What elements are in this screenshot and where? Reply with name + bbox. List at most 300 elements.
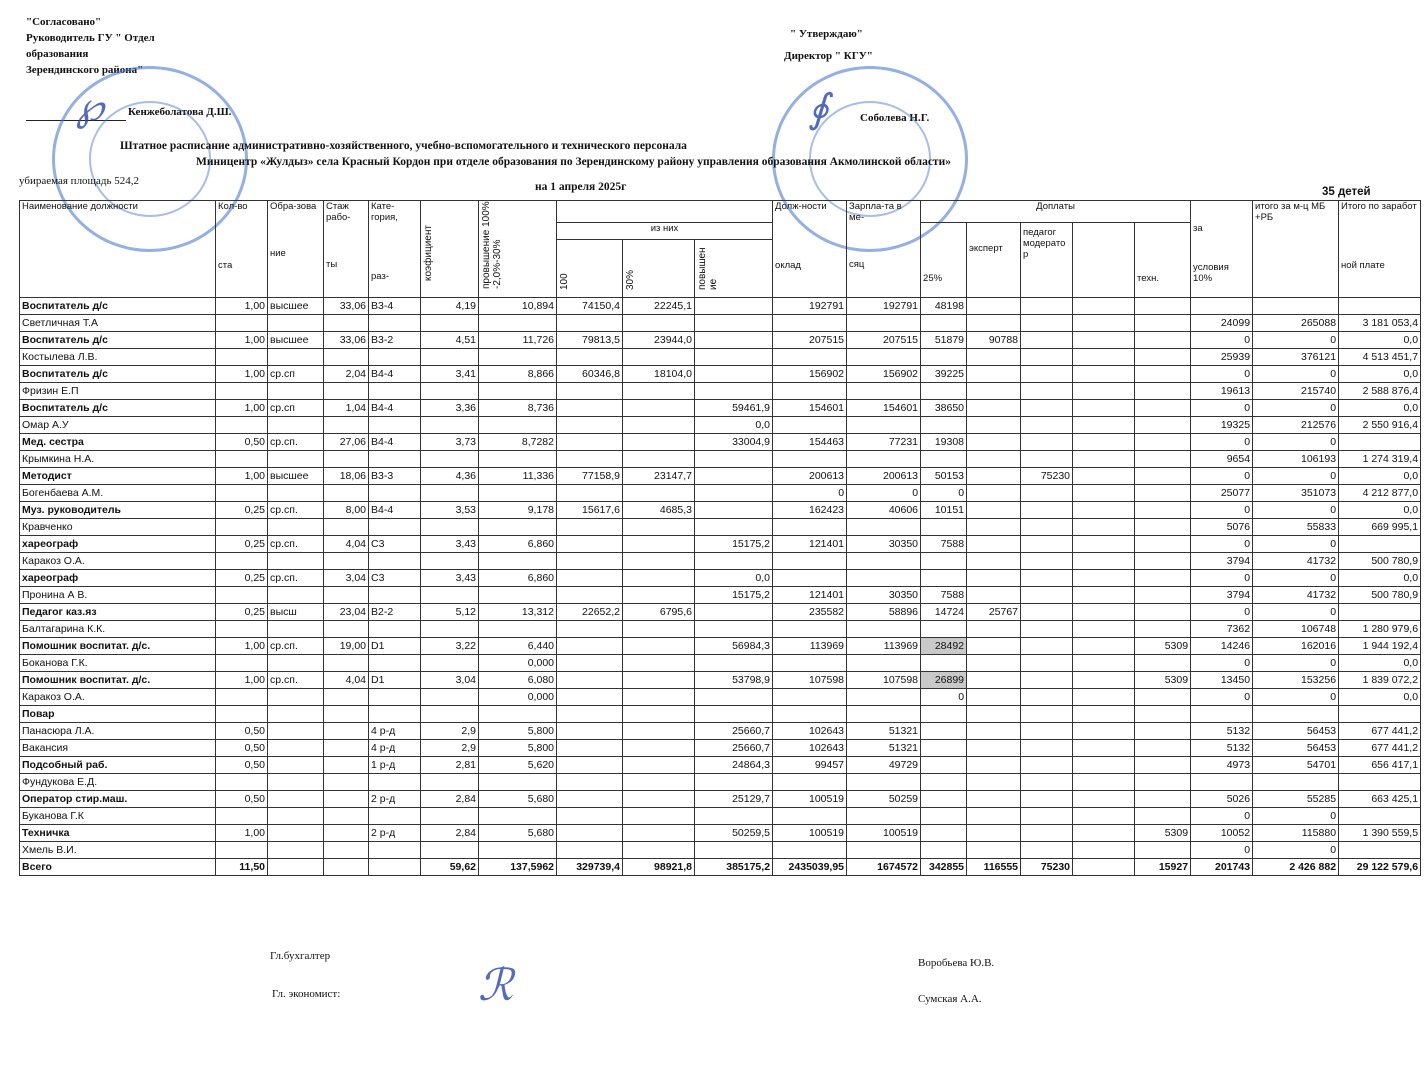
cell-exp (324, 383, 369, 400)
cell-tech (1135, 791, 1191, 808)
cell-cond: 3794 (1191, 587, 1253, 604)
cell-cond: 5132 (1191, 723, 1253, 740)
cell-wage (847, 315, 921, 332)
cell-p30 (623, 485, 695, 502)
cell-coef: 3,53 (421, 502, 479, 519)
col-raise: провышение 100% -2,0%-30% (479, 201, 557, 298)
cell-edu (268, 451, 324, 468)
cell-wage: 58896 (847, 604, 921, 621)
cell-blank (1073, 757, 1135, 774)
cell-blank (1073, 298, 1135, 315)
cell-name: Помошник воспитат. д/с. (20, 638, 216, 655)
cell-exp2 (967, 774, 1021, 791)
total-cell-edu (268, 859, 324, 876)
cell-cat: 4 р-д (369, 740, 421, 757)
cell-p30 (623, 451, 695, 468)
cell-tech (1135, 808, 1191, 825)
col-extras: Доплаты (921, 201, 1191, 223)
table-row (20, 825, 1421, 842)
cell-ty (1339, 298, 1421, 315)
col-category: Кате-гория, раз- (369, 201, 421, 298)
cell-p25: 39225 (921, 366, 967, 383)
approved-signature: ∮ (808, 86, 829, 132)
total-cell-tm: 2 426 882 (1253, 859, 1339, 876)
cell-exp2 (967, 451, 1021, 468)
cell-cnt (216, 485, 268, 502)
cell-cnt (216, 383, 268, 400)
cell-tech (1135, 315, 1191, 332)
cell-cond: 3794 (1191, 553, 1253, 570)
cell-p100 (557, 740, 623, 757)
cell-blank (1073, 502, 1135, 519)
cell-sal (773, 842, 847, 859)
cell-inc (695, 689, 773, 706)
cell-coef: 4,51 (421, 332, 479, 349)
cell-cond: 5076 (1191, 519, 1253, 536)
col-pct25: 25% (921, 223, 967, 298)
cell-sal: 121401 (773, 536, 847, 553)
cell-edu (268, 740, 324, 757)
cell-raise (479, 519, 557, 536)
cell-mod (1021, 689, 1073, 706)
cell-ty (1339, 774, 1421, 791)
cell-p25: 28492 (921, 638, 967, 655)
cell-tech: 5309 (1135, 638, 1191, 655)
table-row (20, 383, 1421, 400)
cell-exp (324, 417, 369, 434)
cell-sal (773, 689, 847, 706)
area-label: убираемая площадь 524,2 (19, 175, 140, 187)
cell-exp2 (967, 570, 1021, 587)
cell-sal: 154463 (773, 434, 847, 451)
cell-edu (268, 417, 324, 434)
cell-wage: 100519 (847, 825, 921, 842)
table-row (20, 332, 1421, 349)
cell-tm: 376121 (1253, 349, 1339, 366)
cell-tm: 0 (1253, 689, 1339, 706)
cell-mod (1021, 604, 1073, 621)
cell-coef (421, 774, 479, 791)
cell-p30: 6795,6 (623, 604, 695, 621)
cell-p25 (921, 842, 967, 859)
cell-cat: В4-4 (369, 502, 421, 519)
cell-name: Каракоз О.А. (20, 553, 216, 570)
agreed-line2: Руководитель ГУ " Отдел (26, 32, 155, 44)
cell-edu: высш (268, 604, 324, 621)
cell-wage (847, 621, 921, 638)
cell-tm (1253, 706, 1339, 723)
cell-edu (268, 587, 324, 604)
cell-cnt (216, 689, 268, 706)
cell-cond: 10052 (1191, 825, 1253, 842)
cell-coef: 3,04 (421, 672, 479, 689)
cell-edu: ср.сп. (268, 638, 324, 655)
cell-cnt: 1,00 (216, 366, 268, 383)
cell-cnt (216, 808, 268, 825)
cell-name: Пронина А В. (20, 587, 216, 604)
cell-inc: 24864,3 (695, 757, 773, 774)
accountant-label: Гл.бухгалтер (270, 950, 331, 962)
table-row (20, 842, 1421, 859)
cell-cond: 0 (1191, 808, 1253, 825)
cell-tm: 153256 (1253, 672, 1339, 689)
cell-p100 (557, 825, 623, 842)
cell-sal: 102643 (773, 723, 847, 740)
table-row (20, 434, 1421, 451)
cell-cnt: 1,00 (216, 298, 268, 315)
cell-cat: С3 (369, 536, 421, 553)
cell-cond: 24099 (1191, 315, 1253, 332)
cell-tm: 0 (1253, 655, 1339, 672)
cell-tm: 265088 (1253, 315, 1339, 332)
cell-tech (1135, 519, 1191, 536)
cell-ty: 1 390 559,5 (1339, 825, 1421, 842)
cell-p25 (921, 655, 967, 672)
cell-ty: 3 181 053,4 (1339, 315, 1421, 332)
cell-tm: 351073 (1253, 485, 1339, 502)
cell-tech: 5309 (1135, 672, 1191, 689)
table-row (20, 468, 1421, 485)
table-row (20, 808, 1421, 825)
table-row (20, 366, 1421, 383)
cell-blank (1073, 536, 1135, 553)
cell-p25 (921, 315, 967, 332)
cell-tm (1253, 298, 1339, 315)
cell-p30 (623, 842, 695, 859)
cell-inc: 59461,9 (695, 400, 773, 417)
cell-ty (1339, 604, 1421, 621)
cell-cond: 19613 (1191, 383, 1253, 400)
cell-p30 (623, 638, 695, 655)
cell-p100 (557, 417, 623, 434)
cell-mod (1021, 842, 1073, 859)
total-cell-p25: 342855 (921, 859, 967, 876)
cell-tm: 0 (1253, 468, 1339, 485)
cell-inc: 15175,2 (695, 536, 773, 553)
agreed-line3: образования (26, 48, 89, 60)
cell-tm: 0 (1253, 366, 1339, 383)
cell-mod (1021, 349, 1073, 366)
cell-raise: 5,800 (479, 723, 557, 740)
cell-cat: В4-4 (369, 434, 421, 451)
cell-tm: 56453 (1253, 723, 1339, 740)
cell-p30: 4685,3 (623, 502, 695, 519)
cell-edu (268, 774, 324, 791)
cell-coef: 3,73 (421, 434, 479, 451)
cell-p30 (623, 349, 695, 366)
cell-exp2 (967, 485, 1021, 502)
cell-p25: 14724 (921, 604, 967, 621)
cell-edu: высшее (268, 332, 324, 349)
cell-p25: 7588 (921, 536, 967, 553)
cell-name: Омар А.У (20, 417, 216, 434)
cell-tech (1135, 536, 1191, 553)
cell-inc (695, 468, 773, 485)
cell-p100: 15617,6 (557, 502, 623, 519)
cell-name: Методист (20, 468, 216, 485)
cell-tech (1135, 553, 1191, 570)
table-row (20, 774, 1421, 791)
cell-tech (1135, 468, 1191, 485)
cell-mod (1021, 519, 1073, 536)
cell-exp2 (967, 791, 1021, 808)
cell-tech (1135, 451, 1191, 468)
total-cell-name: Всего (20, 859, 216, 876)
cell-tech (1135, 400, 1191, 417)
total-cell-wage: 1674572 (847, 859, 921, 876)
cell-exp (324, 774, 369, 791)
cell-coef: 2,9 (421, 723, 479, 740)
cell-tech (1135, 740, 1191, 757)
cell-raise (479, 315, 557, 332)
cell-cat: 2 р-д (369, 825, 421, 842)
cell-p100 (557, 553, 623, 570)
cell-cnt: 1,00 (216, 672, 268, 689)
cell-exp (324, 740, 369, 757)
cell-exp2: 90788 (967, 332, 1021, 349)
cell-coef: 2,9 (421, 740, 479, 757)
staffing-table (19, 200, 1421, 876)
cell-coef (421, 485, 479, 502)
cell-blank (1073, 434, 1135, 451)
cell-p30 (623, 315, 695, 332)
cell-exp (324, 825, 369, 842)
cell-p25 (921, 553, 967, 570)
cell-tech (1135, 417, 1191, 434)
cell-exp2 (967, 349, 1021, 366)
cell-cnt (216, 451, 268, 468)
cell-p30 (623, 655, 695, 672)
cell-mod (1021, 791, 1073, 808)
cell-cat: В4-4 (369, 400, 421, 417)
cell-p25 (921, 791, 967, 808)
cell-name: Помошник воспитат. д/с. (20, 672, 216, 689)
table-row (20, 451, 1421, 468)
col-increase: повышен ие (695, 240, 773, 298)
cell-inc (695, 332, 773, 349)
cell-cond: 0 (1191, 604, 1253, 621)
cell-name: Педагог каз.яз (20, 604, 216, 621)
cell-exp2 (967, 655, 1021, 672)
cell-exp2 (967, 383, 1021, 400)
cell-ty: 500 780,9 (1339, 553, 1421, 570)
cell-blank (1073, 723, 1135, 740)
cell-tm: 0 (1253, 332, 1339, 349)
cell-sal: 113969 (773, 638, 847, 655)
cell-cat (369, 842, 421, 859)
cell-p30 (623, 740, 695, 757)
cell-cond: 0 (1191, 655, 1253, 672)
cell-p30 (623, 757, 695, 774)
cell-mod (1021, 485, 1073, 502)
agreed-line4: Зерендинского района" (26, 64, 144, 76)
cell-mod (1021, 434, 1073, 451)
cell-p25: 19308 (921, 434, 967, 451)
cell-sal (773, 349, 847, 366)
cell-ty (1339, 706, 1421, 723)
col-total-month: итого за м-ц МБ +РБ (1253, 201, 1339, 298)
cell-ty: 0,0 (1339, 655, 1421, 672)
cell-inc (695, 349, 773, 366)
cell-raise: 6,860 (479, 536, 557, 553)
title-line1: Штатное расписание административно-хозяйственного, учебно-вспомогательного и технического персонала (120, 140, 687, 152)
cell-sal: 235582 (773, 604, 847, 621)
col-wage: Зарпла-та в ме- сяц (847, 201, 921, 298)
cell-cnt: 0,25 (216, 502, 268, 519)
cell-coef (421, 349, 479, 366)
cell-cat (369, 706, 421, 723)
cell-inc (695, 604, 773, 621)
approved-line2: Директор " КГУ" (784, 50, 873, 62)
economist-label: Гл. экономист: (272, 988, 341, 1000)
cell-sal (773, 774, 847, 791)
cell-cond: 0 (1191, 536, 1253, 553)
col-salary: Долж-ности оклад (773, 201, 847, 298)
cell-inc (695, 519, 773, 536)
cell-tm: 106748 (1253, 621, 1339, 638)
cell-p30 (623, 672, 695, 689)
cell-p30: 18104,0 (623, 366, 695, 383)
cell-exp: 33,06 (324, 332, 369, 349)
cell-cat (369, 808, 421, 825)
cell-edu: ср.сп (268, 366, 324, 383)
cell-coef (421, 706, 479, 723)
total-cell-cnt: 11,50 (216, 859, 268, 876)
col-name: Наименование должности (20, 201, 216, 298)
table-row (20, 757, 1421, 774)
cell-cond: 0 (1191, 842, 1253, 859)
cell-sal (773, 451, 847, 468)
cell-raise (479, 774, 557, 791)
total-cell-sal: 2435039,95 (773, 859, 847, 876)
cell-p30: 22245,1 (623, 298, 695, 315)
cell-inc: 50259,5 (695, 825, 773, 842)
cell-p30 (623, 553, 695, 570)
cell-cond: 0 (1191, 468, 1253, 485)
cell-raise (479, 842, 557, 859)
cell-name: хареограф (20, 570, 216, 587)
cell-p100 (557, 774, 623, 791)
cell-tm: 55285 (1253, 791, 1339, 808)
cell-cat: В4-4 (369, 366, 421, 383)
cell-name: Вакансия (20, 740, 216, 757)
cell-mod (1021, 315, 1073, 332)
cell-ty: 1 274 319,4 (1339, 451, 1421, 468)
cell-p30 (623, 587, 695, 604)
cell-blank (1073, 349, 1135, 366)
cell-name: Кравченко (20, 519, 216, 536)
cell-mod (1021, 825, 1073, 842)
cell-tm: 41732 (1253, 587, 1339, 604)
table-row (20, 536, 1421, 553)
cell-tm: 0 (1253, 604, 1339, 621)
cell-cat (369, 553, 421, 570)
agreed-signer: Кенжеболатова Д.Ш. (128, 106, 232, 118)
cell-cat: С3 (369, 570, 421, 587)
cell-blank (1073, 706, 1135, 723)
cell-name: Воспитатель д/с (20, 400, 216, 417)
cell-cnt: 0,50 (216, 791, 268, 808)
cell-edu (268, 485, 324, 502)
cell-tech (1135, 587, 1191, 604)
col-coefficient: коэфициент (421, 201, 479, 298)
cell-exp: 4,04 (324, 536, 369, 553)
cell-inc (695, 502, 773, 519)
table-row (20, 689, 1421, 706)
cell-exp2 (967, 417, 1021, 434)
cell-inc: 33004,9 (695, 434, 773, 451)
cell-p25 (921, 808, 967, 825)
table-row (20, 315, 1421, 332)
cell-blank (1073, 672, 1135, 689)
cell-edu: ср.сп. (268, 536, 324, 553)
cell-tech (1135, 689, 1191, 706)
cell-wage: 207515 (847, 332, 921, 349)
cell-ty: 0,0 (1339, 332, 1421, 349)
cell-exp2: 25767 (967, 604, 1021, 621)
cell-p30 (623, 808, 695, 825)
cell-cond: 0 (1191, 689, 1253, 706)
cell-sal: 192791 (773, 298, 847, 315)
cell-coef: 3,22 (421, 638, 479, 655)
cell-wage: 49729 (847, 757, 921, 774)
cell-edu: высшее (268, 298, 324, 315)
cell-wage: 192791 (847, 298, 921, 315)
table-row (20, 740, 1421, 757)
cell-p100 (557, 672, 623, 689)
cell-inc (695, 485, 773, 502)
total-cell-raise: 137,5962 (479, 859, 557, 876)
cell-p25 (921, 451, 967, 468)
cell-cond: 5132 (1191, 740, 1253, 757)
cell-ty: 677 441,2 (1339, 723, 1421, 740)
cell-mod (1021, 672, 1073, 689)
total-cell-cond: 201743 (1191, 859, 1253, 876)
cell-inc (695, 366, 773, 383)
cell-exp: 18,06 (324, 468, 369, 485)
cell-wage (847, 570, 921, 587)
cell-p30: 23944,0 (623, 332, 695, 349)
cell-edu: ср.сп. (268, 672, 324, 689)
cell-tech (1135, 842, 1191, 859)
cell-p25 (921, 349, 967, 366)
cell-cat (369, 315, 421, 332)
cell-wage (847, 706, 921, 723)
cell-sal: 99457 (773, 757, 847, 774)
cell-cond (1191, 706, 1253, 723)
cell-cnt: 0,25 (216, 604, 268, 621)
col-30: 30% (623, 240, 695, 298)
cell-exp (324, 587, 369, 604)
cell-ty: 2 550 916,4 (1339, 417, 1421, 434)
cell-ty: 0,0 (1339, 502, 1421, 519)
cell-mod (1021, 383, 1073, 400)
cell-tech (1135, 298, 1191, 315)
cell-name: Подсобный раб. (20, 757, 216, 774)
cell-raise (479, 553, 557, 570)
cell-tm: 0 (1253, 842, 1339, 859)
cell-cnt: 0,25 (216, 536, 268, 553)
cell-tm: 0 (1253, 536, 1339, 553)
cell-inc (695, 774, 773, 791)
cell-exp (324, 689, 369, 706)
cell-cond: 0 (1191, 502, 1253, 519)
cell-cat (369, 349, 421, 366)
cell-name: Богенбаева А.М. (20, 485, 216, 502)
cell-exp: 19,00 (324, 638, 369, 655)
cell-p25: 26899 (921, 672, 967, 689)
cell-tm: 115880 (1253, 825, 1339, 842)
